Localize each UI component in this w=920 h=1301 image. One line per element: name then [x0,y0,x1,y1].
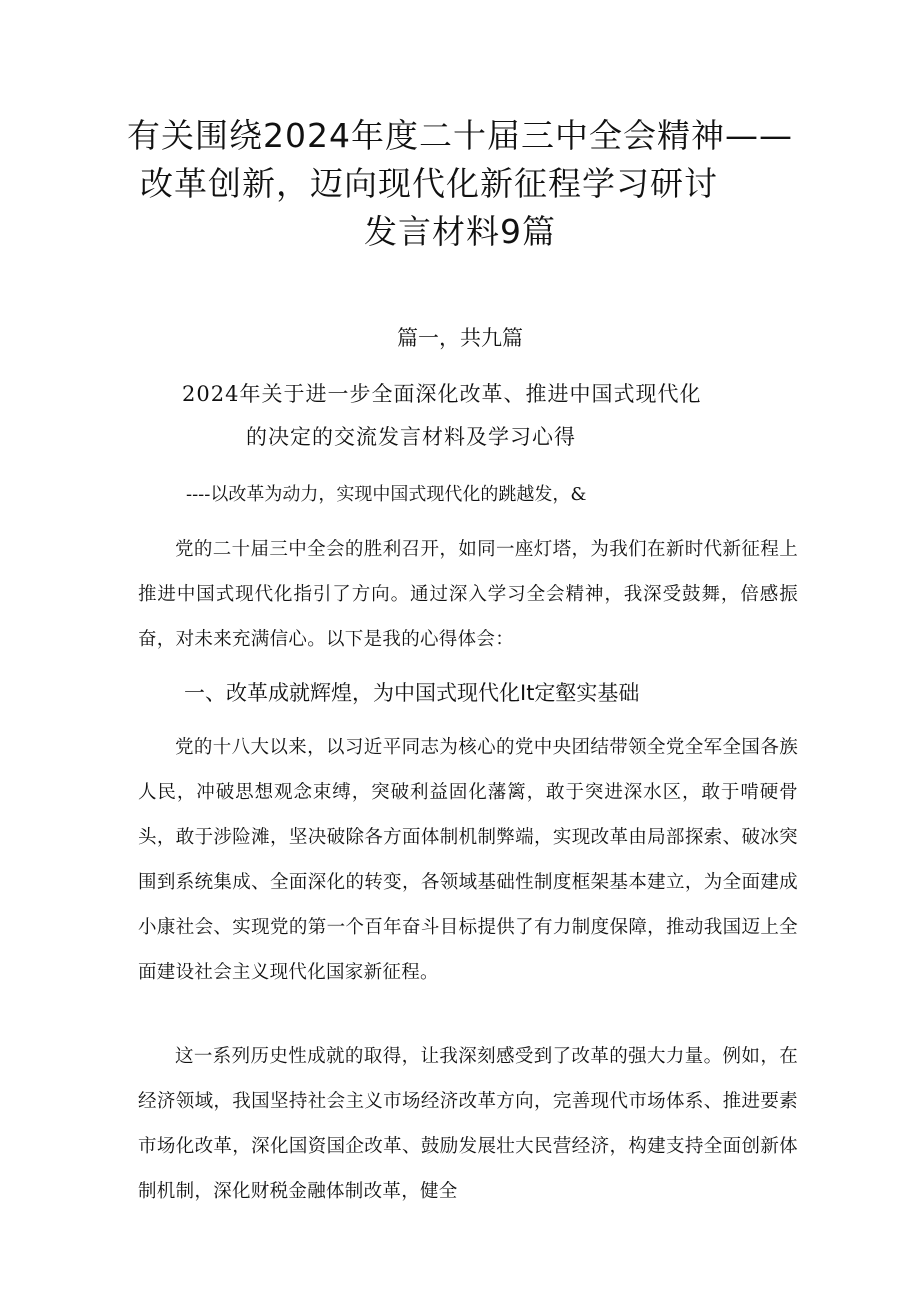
paragraph-reform-achievements: 这一系列历史性成就的取得，让我深刻感受到了改革的强大力量。例如，在经济领域，我国坚持社会主义市场经济改革方向，完善现代市场体系、推进要素市场化改革，深化国资国企改革、鼓励发展壮大民营经济，构建支持全面创新体制机制，深化财税金融体制改革，健全 [138,1046,798,1202]
article-subtitle: ----以改革为动力，实现中国式现代化的跳越发，& [186,484,587,505]
section-heading: 篇一，共九篇 [397,326,523,350]
document-title-line-3: 发言材料9篇 [364,212,556,251]
paragraph-intro: 党的二十届三中全会的胜利召开，如同一座灯塔，为我们在新时代新征程上推进中国式现代化指引了方向。通过深入学习全会精神，我深受鼓舞，倍感振奋，对未来充满信心。以下是我的心得体会： [138,539,798,650]
article-title-line-2: 的决定的交流发言材料及学习心得 [246,425,576,449]
heading-one: 一、改革成就辉煌，为中国式现代化It定壑实基础 [184,681,640,705]
document-title-line-2: 改革创新，迈向现代化新征程学习研讨 [140,164,718,203]
document-title-line-1: 有关围绕2024年度二十届三中全会精神—— [127,116,793,155]
article-title-line-1: 2024年关于进一步全面深化改革、推进中国式现代化 [182,382,702,406]
paragraph-reform-history: 党的十八大以来，以习近平同志为核心的党中央团结带领全党全军全国各族人民，冲破思想观念束缚，突破利益固化藩篱，敢于突进深水区，敢于啃硬骨头，敢于涉险滩，坚决破除各方面体制机制弊端，实现改革由局部探索、破冰突围到系统集成、全面深化的转变，各领域基础性制度框架基本建立，为全面建成小康社会、实现党的第一个百年奋斗目标提供了有力制度保障，推动我国迈上全面建设社会主义现代化国家新征程。 [138,737,798,983]
